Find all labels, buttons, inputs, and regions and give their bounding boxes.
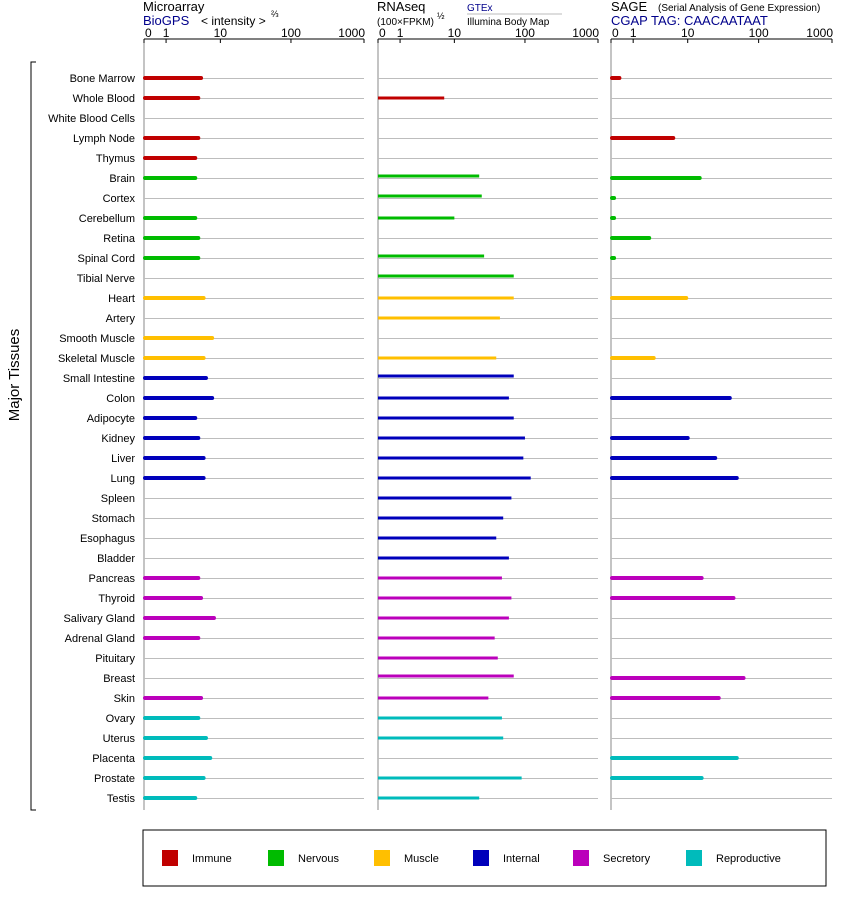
legend-swatch (374, 850, 390, 866)
rnaseq-unit: (100×FPKM) (377, 17, 434, 28)
tissue-label: Ovary (105, 713, 135, 725)
sage-title: SAGE (611, 0, 648, 14)
microarray-tick-label: 1 (162, 26, 170, 40)
tissue-label: Adrenal Gland (64, 633, 135, 645)
tissue-label: Whole Blood (72, 93, 135, 105)
tissue-label: Artery (105, 313, 135, 325)
tissue-label: Smooth Muscle (59, 333, 135, 345)
microarray-unit: < intensity > (201, 14, 266, 28)
rnaseq-unit-exponent: ½ (437, 11, 445, 21)
sage-subtitle: (Serial Analysis of Gene Expression) (658, 3, 821, 14)
tissue-label: Lung (110, 473, 135, 485)
tissues-bracket (31, 62, 36, 810)
sage-tick-label: 10 (681, 26, 695, 40)
rnaseq-tick-label: 0 (379, 26, 386, 40)
tissue-label: Adipocyte (86, 413, 135, 425)
tissue-label: Colon (106, 393, 135, 405)
tissue-label: Spleen (100, 493, 135, 505)
tissue-label: Small Intestine (62, 373, 135, 385)
microarray-tick-label: 100 (280, 26, 301, 40)
tissue-label: Heart (108, 293, 135, 305)
legend-swatch (686, 850, 702, 866)
tissue-label: Thyroid (98, 593, 135, 605)
legend-label: Secretory (603, 853, 651, 865)
tissue-label: Stomach (91, 513, 135, 525)
legend-swatch (268, 850, 284, 866)
tissue-label: White Blood Cells (48, 113, 135, 125)
legend-swatch (162, 850, 178, 866)
legend-label: Nervous (298, 853, 339, 865)
tissue-label: Brain (109, 173, 135, 185)
microarray-title: Microarray (143, 0, 205, 14)
tissue-label: Salivary Gland (63, 613, 135, 625)
sage-tick-label: 100 (748, 26, 769, 40)
tissue-label: Liver (111, 453, 135, 465)
tissue-label: Pituitary (95, 653, 135, 665)
microarray-tick-label: 1000 (338, 26, 365, 40)
rnaseq-tick-label: 1 (396, 26, 404, 40)
rnaseq-tick-label: 10 (447, 26, 462, 40)
tissue-label: Skin (113, 693, 135, 705)
tissue-rows (48, 73, 136, 805)
rnaseq-source-gtex: GTEx (467, 3, 493, 14)
rnaseq-tick-label: 100 (514, 26, 535, 40)
tissue-label: Testis (106, 793, 135, 805)
tissue-label: Kidney (101, 433, 135, 445)
rnaseq-tick-label: 1000 (572, 26, 599, 40)
legend-label: Internal (503, 853, 540, 865)
tissue-label: Cerebellum (78, 213, 135, 225)
microarray-unit-exponent: ⅔ (271, 9, 279, 19)
tissue-label: Cortex (102, 193, 135, 205)
tissue-label: Pancreas (88, 573, 135, 585)
legend-swatch (473, 850, 489, 866)
tissue-label: Thymus (95, 153, 135, 165)
microarray-tick-label: 10 (213, 26, 228, 40)
sage-tag: CGAP TAG: CAACAATAAT (611, 13, 768, 28)
tissue-label: Skeletal Muscle (57, 353, 135, 365)
sage-tick-label: 1000 (806, 26, 833, 40)
tissue-label: Placenta (92, 753, 135, 765)
microarray-source: BioGPS (143, 13, 190, 28)
tissue-label: Retina (103, 233, 135, 245)
sage-tick-label: 1 (629, 26, 637, 40)
tissue-label: Tibial Nerve (76, 273, 135, 285)
legend-label: Reproductive (716, 853, 781, 865)
tissue-label: Esophagus (79, 533, 135, 545)
tissue-label: Bladder (97, 553, 135, 565)
microarray-tick-label: 0 (145, 26, 152, 40)
sage-tick-label: 0 (612, 26, 619, 40)
legend-label: Muscle (404, 853, 439, 865)
tissue-label: Bone Marrow (69, 73, 135, 85)
tissue-label: Lymph Node (73, 133, 135, 145)
legend-swatch (573, 850, 589, 866)
rnaseq-title: RNAseq (377, 0, 426, 14)
side-label: Major Tissues (6, 328, 23, 422)
tissue-label: Spinal Cord (77, 253, 135, 265)
legend-label: Immune (192, 853, 232, 865)
rnaseq-source-illumina: Illumina Body Map (467, 17, 550, 28)
tissue-label: Uterus (102, 733, 135, 745)
tissue-label: Prostate (94, 773, 135, 785)
tissue-label: Breast (103, 673, 135, 685)
